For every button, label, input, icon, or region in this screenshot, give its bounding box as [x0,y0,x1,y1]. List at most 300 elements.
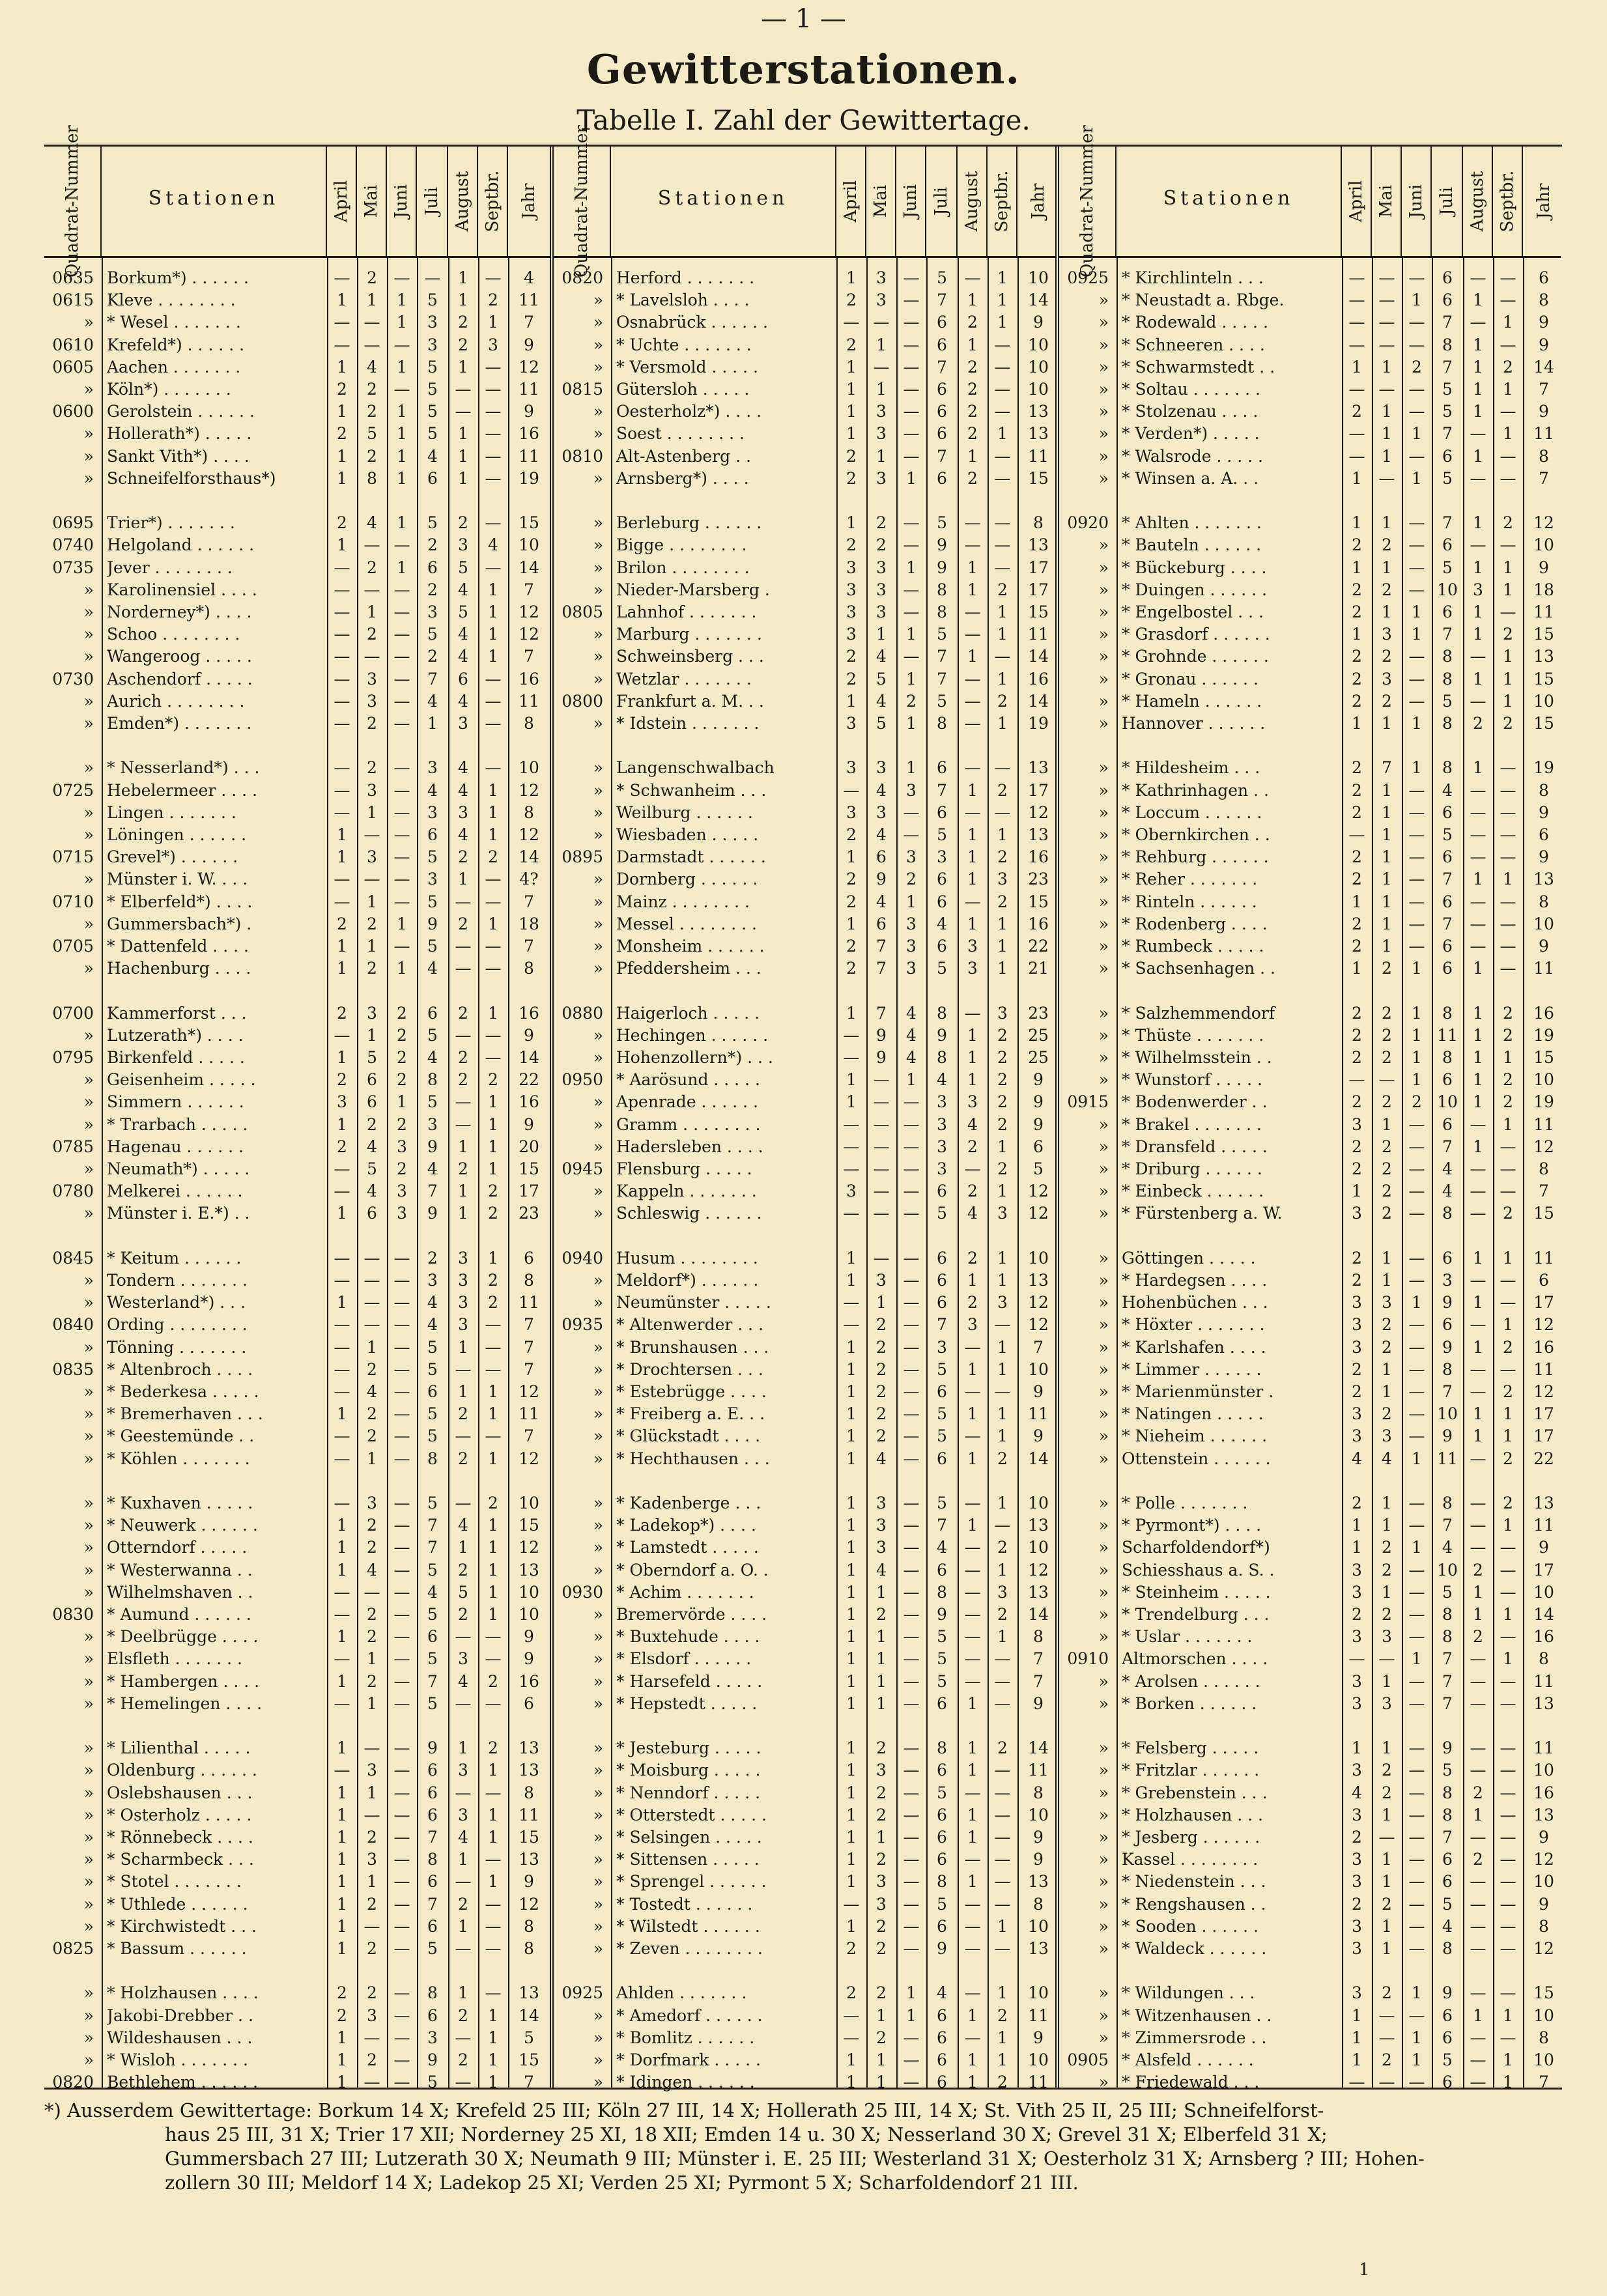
count-cell: 1 [967,1449,978,1468]
count-cell: 2 [367,1605,377,1624]
station-cell: * Zeven . . . . . . . . [616,1939,763,1958]
count-cell: 9 [1539,558,1549,577]
quadrat-cell: » [83,1114,94,1134]
station-cell: Husum . . . . . . . . [616,1248,758,1268]
count-cell: — [1470,825,1486,844]
count-cell: — [334,1582,350,1602]
count-cell: — [393,714,410,733]
count-cell: — [1500,780,1516,800]
count-cell: — [485,268,502,287]
count-cell: 8 [524,714,534,733]
row-gap [554,980,1055,1002]
quadrat-cell: » [1098,714,1109,733]
quadrat-cell: 0805 [562,602,603,621]
count-cell: 2 [967,1182,978,1201]
quadrat-cell: » [593,1916,603,1936]
count-cell: 7 [524,1359,534,1379]
count-cell: 18 [1533,580,1554,599]
count-cell: 10 [1533,2050,1554,2069]
quadrat-cell: » [1098,1828,1109,1847]
count-cell: 1 [846,1850,857,1869]
count-cell: 13 [1028,1872,1049,1892]
quadrat-cell: » [593,335,603,354]
count-cell: 2 [967,402,978,421]
count-cell: — [1408,1315,1425,1335]
count-cell: 16 [1533,1627,1554,1647]
count-cell: — [1408,1783,1425,1802]
count-cell: — [873,1248,890,1268]
count-cell: — [1470,1738,1486,1758]
station-cell: * Nieheim . . . . . . [1122,1426,1268,1446]
quadrat-cell: » [593,1182,603,1201]
count-cell: 3 [1352,1850,1362,1869]
count-cell: 1 [967,1872,978,1892]
count-cell: 3 [967,937,978,956]
count-cell: 2 [997,780,1008,800]
table-row [554,1559,1055,1581]
count-cell: 3 [367,1003,377,1023]
count-cell: 7 [937,291,947,310]
count-cell: 3 [367,2005,377,2025]
count-cell: 1 [1412,1048,1422,1067]
count-cell: 4 [427,446,438,466]
count-cell: 1 [397,959,407,978]
quadrat-cell: » [1098,780,1109,800]
count-cell: 1 [367,1449,377,1468]
count-cell: — [485,714,502,733]
count-cell: 13 [1533,870,1554,889]
count-cell: 6 [1539,825,1549,844]
station-cell: Kassel . . . . . . . . [1122,1850,1259,1869]
table-row [1059,824,1561,846]
station-cell: * Zimmersrode . . [1122,2028,1267,2047]
table-row [1059,623,1561,645]
count-cell: 1 [367,1025,377,1045]
station-cell: * Ladekop*) . . . . [616,1516,756,1535]
count-cell: 1 [997,1426,1008,1446]
count-cell: 1 [997,1137,1008,1156]
table-row [1059,1938,1561,1960]
station-cell: * Duingen . . . . . . [1122,580,1267,599]
count-cell: — [455,1114,472,1134]
station-cell: * Holzhausen . . . [1122,1805,1263,1824]
count-cell: 8 [937,1003,947,1023]
count-cell: 2 [997,847,1008,867]
count-cell: — [485,1627,502,1647]
count-cell: 16 [1028,914,1049,933]
count-cell: 4 [876,1449,887,1468]
count-cell: — [455,2028,472,2047]
count-cell: — [994,1805,1011,1824]
table-row [44,1425,550,1447]
table-row [554,780,1055,802]
count-cell: 5 [1033,1159,1044,1178]
quadrat-cell: » [1098,758,1109,778]
count-cell: 6 [937,1850,947,1869]
quadrat-cell: » [1098,1137,1109,1156]
table-row [1059,757,1561,779]
count-cell: 3 [1382,669,1392,688]
station-cell: * Freiberg a. E. . . [616,1404,765,1424]
count-cell: 2 [1473,1850,1483,1869]
count-cell: 1 [846,1627,857,1647]
station-cell: * Altenbroch . . . . [107,1359,253,1379]
count-cell: — [334,691,350,711]
count-cell: 2 [846,825,857,844]
count-cell: 8 [1442,758,1453,778]
count-cell: — [393,1449,410,1468]
count-cell: — [1408,1939,1425,1958]
count-cell: 11 [1533,1114,1554,1134]
station-cell: * Wunstorf . . . . . [1122,1070,1262,1090]
count-cell: 1 [967,870,978,889]
count-cell: 4 [876,1560,887,1580]
count-cell: — [843,2005,860,2025]
count-cell: 1 [906,2005,917,2025]
quadrat-cell: » [1098,468,1109,488]
count-cell: — [363,1805,380,1824]
count-cell: 2 [367,1983,377,2003]
count-cell: 1 [337,959,347,978]
count-cell: 2 [367,1828,377,1847]
count-cell: 1 [488,2005,498,2025]
count-cell: 1 [997,669,1008,688]
station-cell: * Rumbeck . . . . . [1122,937,1264,956]
table-row [554,1314,1055,1336]
count-cell: 3 [1352,1315,1362,1335]
count-cell: — [1348,2073,1365,2092]
count-cell: 2 [1352,758,1362,778]
row-gap [1059,735,1561,757]
station-cell: * Kirchlinteln . . . [1122,268,1264,287]
count-cell: — [455,380,472,399]
count-cell: 3 [876,1494,887,1512]
count-cell: — [334,558,350,577]
row-gap [44,490,550,512]
count-cell: 7 [1442,1671,1453,1691]
count-cell: — [903,1761,920,1780]
count-cell: — [393,1293,410,1312]
quadrat-cell: » [83,446,94,466]
count-cell: 1 [1473,291,1483,310]
count-cell: — [1408,1582,1425,1602]
count-cell: 1 [488,1137,498,1156]
count-cell: 3 [967,1092,978,1112]
count-cell: 3 [458,1805,468,1824]
count-cell: 3 [876,1516,887,1535]
count-cell: 11 [1437,1449,1458,1468]
count-cell: 3 [1352,1426,1362,1446]
row-gap [1059,980,1561,1002]
count-cell: — [1500,1671,1516,1691]
count-cell: — [903,1783,920,1802]
count-cell: — [1408,558,1425,577]
count-cell: 9 [937,1605,947,1624]
count-cell: 7 [1442,1649,1453,1669]
station-cell: * Wisloh . . . . . . . [107,2050,248,2069]
count-cell: 4 [427,1159,438,1178]
quadrat-cell: » [593,1382,603,1401]
count-cell: — [393,669,410,688]
station-cell: * Walsrode . . . . . [1122,446,1263,466]
table-row [1059,1337,1561,1359]
count-cell: 1 [488,1538,498,1557]
count-cell: 1 [846,2073,857,2092]
table-row [1059,1069,1561,1091]
count-cell: 4? [519,870,539,889]
count-cell: 16 [1533,1337,1554,1357]
row-gap [554,1960,1055,1982]
quadrat-cell: » [1098,825,1109,844]
count-cell: — [1408,1204,1425,1223]
count-cell: 2 [997,1025,1008,1045]
count-cell: — [903,1137,920,1156]
table-row [44,1158,550,1180]
station-cell: * Sprengel . . . . . . [616,1872,767,1892]
count-cell: — [903,1337,920,1357]
count-cell: 1 [397,558,407,577]
count-cell: 14 [1028,647,1049,666]
count-cell: 1 [337,1828,347,1847]
station-cell: * Limmer . . . . . . [1122,1359,1262,1379]
count-cell: 1 [1473,1426,1483,1446]
count-cell: 1 [1473,602,1483,621]
page-number: — 1 — [761,4,846,34]
station-cell: * Karlshafen . . . . [1122,1337,1266,1357]
count-cell: 4 [1442,780,1453,800]
count-cell: 1 [1382,1916,1392,1936]
count-cell: 3 [876,1894,887,1914]
count-cell: 16 [519,1671,539,1691]
count-cell: 2 [1352,602,1362,621]
table-row [554,378,1055,401]
count-cell: — [903,357,920,376]
count-cell: 1 [1412,758,1422,778]
count-cell: 2 [1352,647,1362,666]
station-cell: Soest . . . . . . . . [616,424,745,444]
count-cell: 25 [1028,1025,1049,1045]
quadrat-cell: » [83,1159,94,1178]
count-cell: 2 [997,1738,1008,1758]
table-row [44,2027,550,2049]
table-row [44,1604,550,1626]
count-cell: 6 [937,380,947,399]
count-cell: 2 [397,1048,407,1067]
quadrat-cell: » [83,1538,94,1557]
table-row [44,2071,550,2093]
station-cell: * Steinheim . . . . . [1122,1582,1271,1602]
station-cell: * Neustadt a. Rbge. [1122,291,1285,310]
count-cell: — [363,580,380,599]
count-cell: — [455,2073,472,2092]
count-cell: 1 [846,1761,857,1780]
station-cell: Helgoland . . . . . . [107,535,255,555]
quadrat-cell: 0925 [562,1983,603,2003]
count-cell: 2 [367,1404,377,1424]
count-cell: 8 [1442,1627,1453,1647]
count-cell: — [393,1916,410,1936]
count-cell: 15 [1533,1204,1554,1223]
quadrat-cell: » [83,1671,94,1691]
station-cell: * Natingen . . . . . [1122,1404,1264,1424]
count-cell: 16 [519,1092,539,1112]
count-cell: 1 [967,1070,978,1090]
count-cell: 2 [876,1983,887,2003]
count-cell: — [903,602,920,621]
table-row [1059,1916,1561,1938]
count-cell: 7 [1442,870,1453,889]
count-cell: — [1408,1805,1425,1824]
count-cell: 5 [937,1426,947,1446]
count-cell: 6 [1442,446,1453,466]
count-cell: 1 [1412,602,1422,621]
table-row [44,757,550,779]
count-cell: — [1378,313,1395,332]
header-label: April [1346,180,1366,223]
header-quadrat [1059,125,1116,277]
count-cell: — [964,1159,981,1178]
count-cell: 1 [997,1337,1008,1357]
count-cell: 10 [1028,380,1049,399]
header-april [1342,147,1372,256]
count-cell: 3 [1352,1939,1362,1958]
count-cell: — [393,847,410,867]
count-cell: 5 [1442,825,1453,844]
station-cell: Dornberg . . . . . . [616,870,758,889]
table-row [1059,579,1561,601]
table-row [554,1002,1055,1025]
count-cell: 2 [458,1449,468,1468]
footnote-line: *) Ausserdem Gewittertage: Borkum 14 X; Krefeld 25 III; Köln 27 III, 14 X; Hollerath 25 III, 14 X; St. Vith 25 II, 25 III; Schneifelforst- [44,2099,1324,2121]
station-cell: * Rönnebeck . . . . [107,1828,253,1847]
count-cell: 3 [427,602,438,621]
count-cell: — [964,1939,981,1958]
count-cell: 1 [1382,870,1392,889]
count-cell: 9 [1033,1114,1044,1134]
table-header [44,125,550,277]
count-cell: 1 [488,914,498,933]
count-cell: — [873,1182,890,1201]
count-cell: 2 [1382,1560,1392,1580]
count-cell: 8 [427,1983,438,2003]
count-cell: — [873,313,890,332]
count-cell: 4 [458,1516,468,1535]
count-cell: 3 [1352,1671,1362,1691]
station-cell: * Altenwerder . . . [616,1315,764,1335]
count-cell: 1 [1382,1271,1392,1290]
quadrat-cell: » [83,758,94,778]
count-cell: 6 [937,892,947,911]
count-cell: 4 [1382,1449,1392,1468]
count-cell: — [1500,1359,1516,1379]
count-cell: 2 [458,2050,468,2069]
count-cell: 1 [1382,424,1392,444]
count-cell: — [1500,1182,1516,1201]
count-cell: — [1408,1337,1425,1357]
count-cell: — [1500,1627,1516,1647]
count-cell: — [393,1315,410,1335]
table-row [44,1982,550,2004]
count-cell: — [334,1426,350,1446]
count-cell: 6 [876,914,887,933]
quadrat-cell: » [1098,1315,1109,1335]
station-cell: * Grasdorf . . . . . . [1122,625,1270,644]
count-cell: 5 [1442,1761,1453,1780]
count-cell: 5 [427,513,438,533]
count-cell: 1 [337,2073,347,2092]
table-row [1059,1269,1561,1292]
table-row [554,1425,1055,1447]
count-cell: 4 [967,1114,978,1134]
count-cell: — [393,2005,410,2025]
quadrat-cell: 0925 [1067,268,1109,287]
count-cell: — [903,1449,920,1468]
count-cell: — [994,1939,1011,1958]
count-cell: 10 [1533,691,1554,711]
count-cell: — [485,357,502,376]
table-row [1059,356,1561,378]
table-row [554,1804,1055,1826]
count-cell: — [903,1248,920,1268]
table-row [44,289,550,311]
count-cell: 1 [1382,1582,1392,1602]
quadrat-cell: » [83,1271,94,1290]
count-cell: 11 [519,1293,539,1312]
station-cell: Wetzlar . . . . . . . [616,669,752,688]
count-cell: 1 [488,825,498,844]
count-cell: — [903,446,920,466]
count-cell: — [843,1114,860,1134]
count-cell: — [334,714,350,733]
count-cell: 2 [427,647,438,666]
count-cell: 23 [519,1204,539,1223]
count-cell: — [1408,1828,1425,1847]
station-cell: Schweinsberg . . . [616,647,764,666]
row-gap [1059,1225,1561,1247]
count-cell: 2 [1382,1182,1392,1201]
count-cell: — [1408,1694,1425,1713]
count-cell: 1 [1503,870,1513,889]
count-cell: — [873,1092,890,1112]
count-cell: — [964,802,981,822]
table-row [554,289,1055,311]
count-cell: 9 [876,870,887,889]
count-cell: 9 [1033,1382,1044,1401]
count-cell: — [994,1516,1011,1535]
count-cell: — [903,647,920,666]
count-cell: 10 [1533,914,1554,933]
count-cell: — [1408,892,1425,911]
quadrat-cell: » [83,691,94,711]
count-cell: 2 [1503,1337,1513,1357]
count-cell: — [393,1894,410,1914]
count-cell: — [964,1426,981,1446]
quadrat-cell: 0785 [52,1137,94,1156]
count-cell: 1 [367,1872,377,1892]
count-cell: 1 [967,1738,978,1758]
count-cell: 6 [367,1204,377,1223]
count-cell: 10 [1028,1538,1049,1557]
station-cell: Scharfoldendorf*) [1122,1538,1270,1557]
header-septbr [988,147,1017,256]
station-cell: Flensburg . . . . . [616,1159,752,1178]
count-cell: 5 [1442,402,1453,421]
station-cell: * Jesteburg . . . . . [616,1738,761,1758]
count-cell: 1 [997,424,1008,444]
count-cell: 6 [524,1694,534,1713]
count-cell: 6 [937,424,947,444]
count-cell: 1 [1382,892,1392,911]
